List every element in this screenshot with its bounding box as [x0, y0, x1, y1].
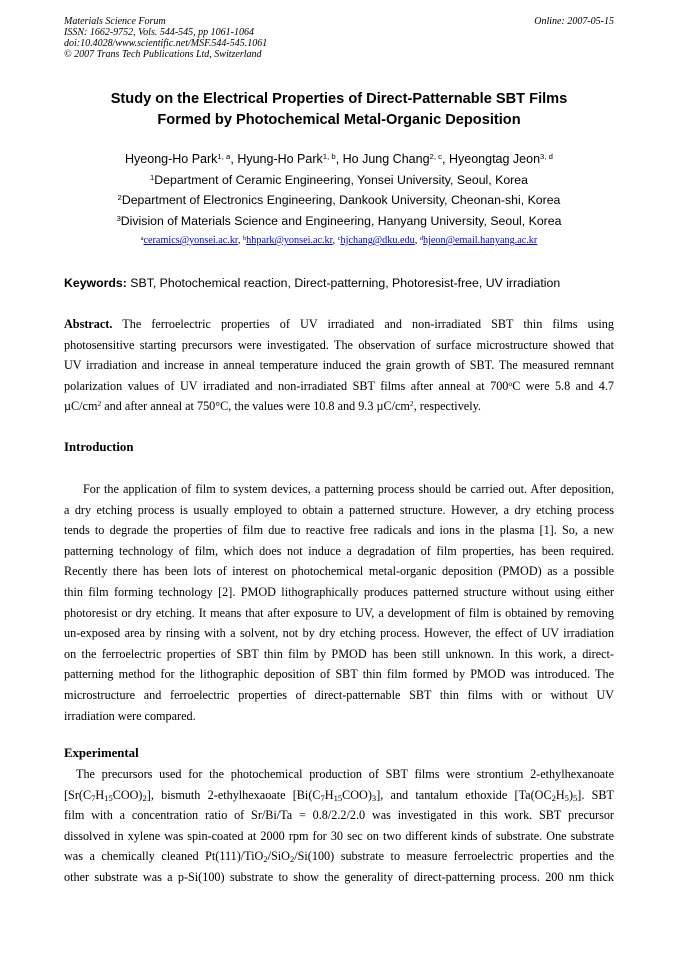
abstract-line: $\mu C/cm^2$ and after anneal at 750°C, the values were 10.8 and 9.3 $\mu C/cm^2$, respectively.: [64, 399, 481, 414]
text-line: a dry etching process is usually employed to obtain a patterned structure. However, a dry etching process: [64, 502, 614, 517]
text-line: tends to degrade the properties of film due to reactive free radicals and ions in the plasma [1]. So, a new: [64, 523, 614, 538]
text-line: $[Sr(C_7H_{15}COO)_2]$, bismuth 2-ethylhexaoate $[Bi(C_7H_{15}COO)_3]$, and tantalum ethoxide $[Ta(OC_2H_5)_5]$. SBT: [64, 787, 614, 803]
journal-name: Materials Science Forum: [64, 16, 166, 27]
text-line: was a chemically cleaned Pt(111)/TiO$_2$/SiO$_2$/Si(100) substrate to measure ferroelectric properties and the: [64, 849, 614, 865]
text-line: thin film forming technology [2]. PMOD lithographically produces patterned structure without using either: [64, 584, 614, 599]
text-line: other substrate was a p-Si(100) substrate to show the generality of direct-patterning process. 200 nm thick: [64, 869, 614, 884]
text-line: patterning method for the lithographic deposition of SBT thin film formed by PMOD was introduced. The: [64, 667, 614, 682]
affiliation: $^2$Department of Electronics Engineering, Dankook University, Cheonan-shi, Korea: [117, 193, 561, 207]
journal-header: [64, 16, 484, 60]
keywords-text: SBT, Photochemical reaction, Direct-patterning, Photoresist-free, UV irradiation: [126, 276, 561, 290]
section-heading-introduction: Introduction: [64, 440, 134, 454]
text-line: on the ferroelectric properties of SBT thin film by PMOD has been still unknown. In this work, a direct-: [64, 646, 614, 661]
abstract-label: Abstract.: [64, 317, 113, 331]
author: Hyeongtag Jeon$^{3, d}$: [448, 152, 553, 166]
text-line: dissolved in xylene was spin-coated at 2000 rpm for 30 sec on two different kinds of substrate. One substrate: [64, 828, 614, 843]
keywords: [64, 275, 624, 291]
affiliation: $^3$Division of Materials Science and Engineering, Hanyang University, Seoul, Korea: [116, 214, 562, 228]
paper-title: [64, 89, 614, 131]
online-date: Online: 2007-05-15: [534, 16, 614, 27]
author-list: [40, 151, 638, 167]
text-line: microstructure and ferroelectric properties of direct-patternable SBT thin films with or without UV: [64, 687, 614, 702]
title-line-2: Formed by Photochemical Metal-Organic Deposition: [157, 112, 521, 128]
email-link[interactable]: hjeon@email.hanyang.ac.kr: [422, 235, 538, 246]
journal-doi: doi:10.4028/www.scientific.net/MSF.544-545.1061: [64, 38, 268, 49]
email-link[interactable]: hhpark@yonsei.ac.kr: [246, 235, 333, 246]
experimental-body: [64, 764, 614, 888]
section-heading-experimental: Experimental: [64, 746, 139, 760]
author: Hyeong-Ho Park$^{1, a}$,: [125, 152, 238, 166]
text-line: un-exposed area by rinsing with a solvent, not by dry etching process. However, the effect of UV irradiation: [64, 626, 614, 641]
abstract-line: Abstract. The ferroelectric properties of UV irradiated and non-irradiated SBT thin films using: [64, 317, 614, 331]
author-emails: $^a$ceramics@yonsei.ac.kr, $^b$hhpark@yonsei.ac.kr, $^c$hjchang@dku.edu, $^d$hjeon@email.hanyang.ac.kr: [140, 234, 538, 246]
text-line: patterning technology of film, which does not induce a degradation of film properties, has been required.: [64, 543, 614, 558]
journal-issn: ISSN: 1662-9752, Vols. 544-545, pp 1061-1064: [64, 27, 254, 38]
journal-copyright: © 2007 Trans Tech Publications Ltd, Switzerland: [64, 49, 262, 60]
text-line: photoresist or dry etching. It means that after exposure to UV, a development of film is obtained by removing: [64, 605, 614, 620]
title-line-1: Study on the Electrical Properties of Direct-Patternable SBT Films: [110, 91, 568, 107]
text-line: For the application of film to system devices, a patterning process should be carried out. After deposition,: [83, 482, 614, 496]
author: Hyung-Ho Park$^{1, b}$,: [237, 152, 343, 166]
author: Ho Jung Chang$^{2, c}$,: [342, 152, 449, 166]
text-line: Recently there has been lots of interest on photochemical metal-organic deposition (PMOD) as a possible: [64, 564, 614, 579]
abstract-line: UV irradiation and increase in anneal temperature induced the grain growth of SBT. The measured remnant: [64, 358, 614, 373]
text-line: film with a concentration ratio of Sr/Bi/Ta = 0.8/2.2/2.0 was investigated in this work. SBT precursor: [64, 808, 614, 823]
introduction-body: [64, 479, 614, 726]
text-line: The precursors used for the photochemical production of SBT films were strontium 2-ethylhexanoate: [76, 767, 614, 781]
abstract-line: photosensitive starting precursors were investigated. The observation of surface microstructure showed that: [64, 337, 614, 352]
abstract: [64, 314, 614, 417]
keywords-label: Keywords:: [64, 276, 127, 290]
affiliation: $^1$Department of Ceramic Engineering, Yonsei University, Seoul, Korea: [150, 173, 528, 187]
text-line: irradiation were compared.: [64, 708, 196, 723]
abstract-line: polarization values of UV irradiated and non-irradiated SBT films after anneal at 700$^o$C were 5.8 and 4.7: [64, 378, 614, 393]
email-link[interactable]: hjchang@dku.edu: [340, 235, 415, 246]
email-link[interactable]: ceramics@yonsei.ac.kr: [143, 235, 238, 246]
